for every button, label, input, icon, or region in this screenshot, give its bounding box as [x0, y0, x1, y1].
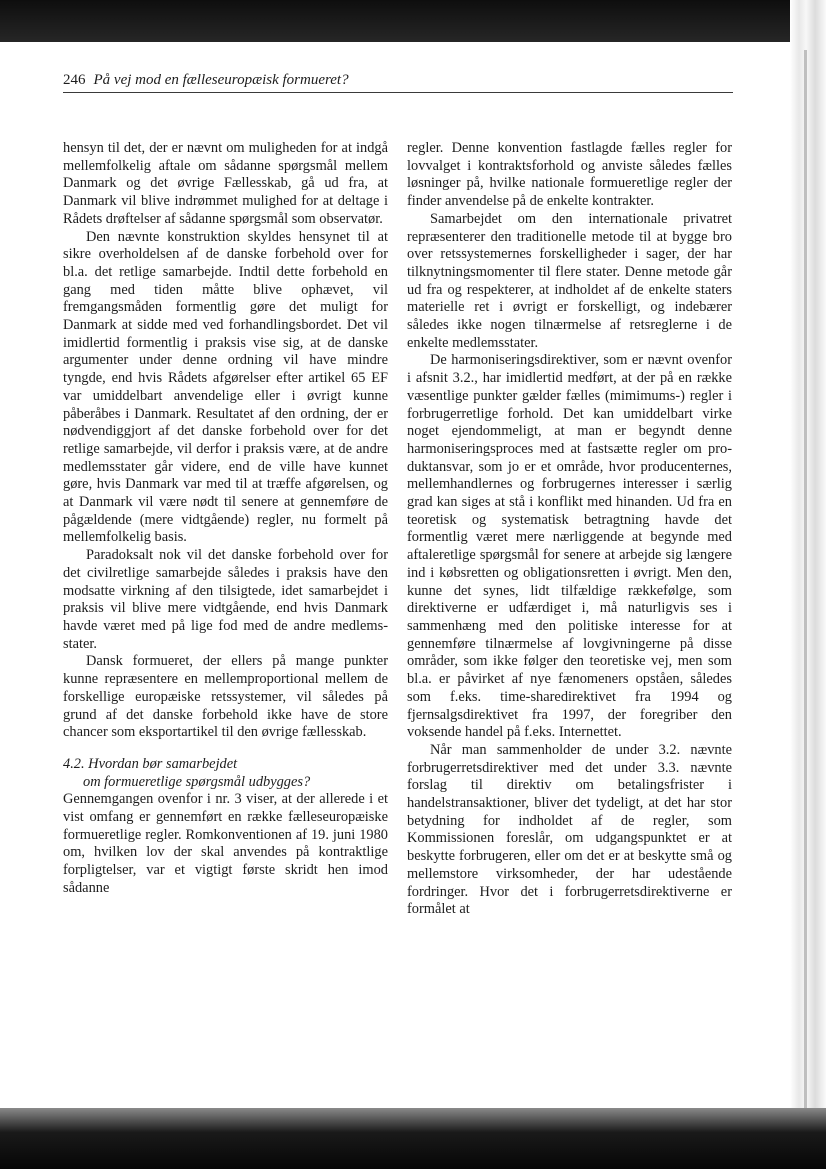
paragraph: De harmoniseringsdirektiver, som er nævnt ovenfor i afsnit 3.2., har imidlertid medført, at der på en række væsentlige punkter gælder fælles (mimimums-) regler i forbrugerretlige forhold. Det kan umiddelbart virke noget ejendommeligt, at man er begyndt denne harmoniseringsproces med at fastsætte regler om produktansvar, som jo er et område, hvor producenternes, mellemhandlernes og forbrugernes interesser i særlig grad kan siges at stå i konflikt med hinanden. Ud fra en teoretisk og systematisk betragtning havde det formentlig været mere nærliggende at begynde med aftaleretlige spørgsmål for senere at arbejde sig længere ind i købsretten og obligationsretten i øvrigt. Men den, kunne det synes, lidt tilfældige rækkefølge, som direktiverne er udfærdiget i, må naturligvis ses i sammenhæng med den politiske interesse for at gennemføre tilnærmelse af lovgivningerne på disse områder, som ikke følger den teoretiske vej, men som bl.a. er påvirket af nye fænomeners opståen, således som f.eks. time-sharedirektivet fra 1994 og fjernsalgsdirektivet fra 1997, der foregriber den voksende handel på f.eks. Internettet. — [407, 352, 732, 741]
running-title: På vej mod en fælleseuropæisk formueret? — [93, 72, 349, 88]
scan-page-edge-line — [804, 50, 807, 1110]
section-heading-line-2: om formueretlige spørgsmål udbygges? — [83, 773, 311, 790]
scan-border-right — [790, 0, 826, 1169]
paragraph: regler. Denne konvention fastlagde fælles regler for lovvalget i kontraktsforhold og anviste således fælles løsninger på, hvilke nationale formueretlige regler der finder anvendelse på de enkelte kontrakter. — [407, 140, 732, 210]
paragraph: Den nævnte konstruktion skyldes hensynet til at sikre overholdelsen af de danske forbehold over for bl.a. det retlige samarbejde. Indtil dette forbehold en gang med tiden måtte blive ophævet, vil fremgangsmåden formentlig gøre det muligt for Danmark at sidde med ved forhandlingsbordet. Det vil imidlertid formentlig i praksis vise sig, at de danske argumenter under denne ordning vil have mindre tyngde, end hvis Rådets afgørelser efter artikel 65 EF var umiddelbart anvendelige eller i øvrigt kunne påberåbes i Danmark. Resultatet af den ordning, der er nødvendiggjort af det danske forbehold over for det retlige samarbejde, vil derfor i praksis være, at de andre medlemsstater går videre, end de ville have kunnet gøre, hvis Danmark var med til at træffe afgørelsen, og at Danmark vil være nødt til senere at gennemføre de pågældende (mere vidtgående) regler, nu formelt på mellemfolkelig basis. — [63, 228, 388, 546]
paragraph: Paradoksalt nok vil det danske forbehold over for det civilretlige samarbejde således i praksis have den modsatte virkning af den tilsigtede, idet samarbejdet i praksis vil blive mere vidtgående, end hvis Danmark havde været med på lige fod med de andre medlemsstater. — [63, 547, 388, 652]
scan-border-top — [0, 0, 808, 42]
paragraph: hensyn til det, der er nævnt om muligheden for at indgå mellemfolkelig aftale om sådanne spørgsmål mellem Danmark og det øvrige Fællesskab, gå ud fra, at Danmark vil blive indrømmet mulighed for at deltage i Rådets drøftelser af sådanne spørgsmål som observatør. — [63, 140, 388, 227]
paragraph: Dansk formueret, der ellers på mange punkter kunne repræsentere en mellemproportional mellem de forskellige europæiske retssystemer, vil således på grund af det danske forbehold ikke have de store chancer som eksportartikel til den øvrige fællesskab. — [63, 653, 388, 741]
paragraph: Når man sammenholder de under 3.2. nævnte forbrugerretsdirektiver med det under 3.3. nævnte forslag til direktiv om betalingsfrister i handelstransaktioner, bliver det tydeligt, at det har stor betydning for indholdet af de regler, som Kommissionen foreslår, om udgangspunktet er at beskytte forbrugeren, eller om det er at beskytte små og mellemstore virksomheder, der har udestående fordringer. Hvor det i forbrugerretsdirektiverne er formålet at — [407, 741, 732, 918]
section-heading — [63, 756, 388, 791]
running-head — [63, 69, 728, 91]
scan-border-bottom — [0, 1108, 826, 1169]
paragraph: Gennemgangen ovenfor i nr. 3 viser, at der allerede i et vist omfang er gennemført en række fælleseuropæiske formueretlige regler. Romkonventionen af 19. juni 1980 om, hvilken lov der skal anvendes på kontraktlige forpligtelser, var et vigtigt første skridt hen imod sådanne — [63, 791, 388, 896]
section-heading-line-1: 4.2. Hvordan bør samarbejdet — [63, 755, 238, 772]
right-column — [407, 140, 732, 919]
paragraph: Samarbejdet om den internationale privatret repræsenterer den traditionelle metode til at bygge bro over retssystemernes forskelligheder i sager, der har tilknytningsmomenter til flere stater. Denne metode går ud fra og respekterer, at indholdet af de enkelte staters materielle ret i øvrigt er forskelligt, og indebærer således ikke nogen tilnærmelse af retsreglerne i de enkelte medlemsstater. — [407, 210, 732, 351]
page-number: 246 — [63, 72, 86, 88]
header-rule — [63, 92, 733, 93]
left-column — [63, 140, 388, 898]
